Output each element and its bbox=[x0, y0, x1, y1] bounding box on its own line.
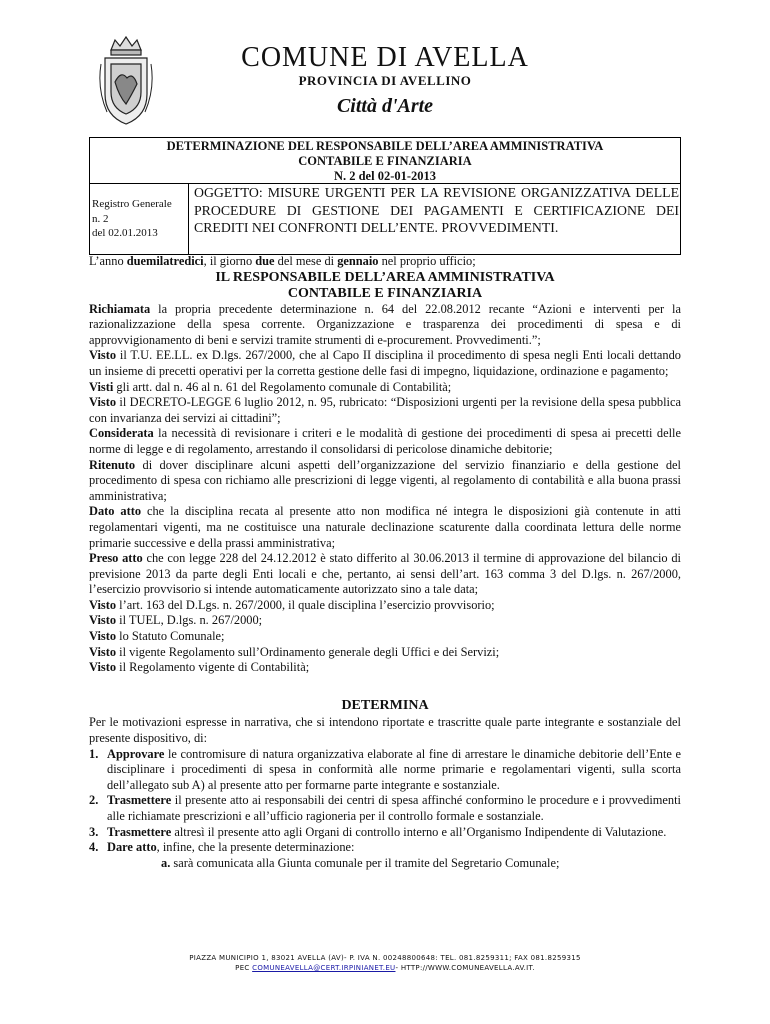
title-line-3: N. 2 del 02-01-2013 bbox=[333, 169, 437, 183]
page-footer bbox=[0, 953, 770, 973]
premessa-paragraph: Visto lo Statuto Comunale; bbox=[89, 629, 225, 644]
determina-item: 2. Trasmettere il presente atto ai responsabili dei centri di spesa affinché conformino le procedure e i provvedimenti alle richiamate prescrizioni e all’ufficio ragioneria per il controllo formale e sostanziale. bbox=[89, 793, 681, 823]
provincia-subtitle: PROVINCIA DI AVELLINO bbox=[298, 73, 472, 88]
premessa-paragraph: Considerata la necessità di revisionare i criteri e le modalità di gestione dei procedimenti di spesa ai precetti delle norme di legge e di regolamento, arrestando il consolidarsi di pericolose dinamiche debitorie; bbox=[89, 426, 681, 456]
determina-item: 4. Dare atto, infine, che la presente determinazione: bbox=[89, 840, 355, 855]
tagline: Città d'Arte bbox=[336, 95, 434, 117]
determination-title bbox=[90, 138, 680, 184]
registro-number: n. 2 bbox=[92, 212, 109, 225]
registro-label: Registro Generale bbox=[92, 198, 172, 210]
registro-date: del 02.01.2013 bbox=[92, 227, 158, 239]
registro-cell bbox=[90, 184, 189, 255]
subitem-a: a. sarà comunicata alla Giunta comunale per il tramite del Segretario Comunale; bbox=[161, 855, 560, 870]
premesse-list bbox=[89, 302, 681, 676]
section-heading-1: IL RESPONSABILE DELL’AREA AMMINISTRATIVA bbox=[215, 269, 555, 285]
determination-box bbox=[89, 137, 681, 255]
premessa-paragraph: Visti gli artt. dal n. 46 al n. 61 del Regolamento comunale di Contabilità; bbox=[89, 379, 452, 394]
footer-address: PIAZZA MUNICIPIO 1, 83021 AVELLA (AV)- P. IVA N. 00248800648: TEL. 081.8259311; FAX 081.8259315 bbox=[189, 954, 581, 962]
oggetto-cell: OGGETTO: MISURE URGENTI PER LA REVISIONE ORGANIZZATIVA DELLE PROCEDURE DI GESTIONE DEI PAGAMENTI E CERTIFICAZIONE DEI CREDITI NEI CONFRONTI DELL’ENTE. PROVVEDIMENTI. bbox=[194, 185, 679, 235]
premessa-paragraph: Preso atto che con legge 228 del 24.12.2012 è stato differito al 30.06.2013 il termine di approvazione del bilancio di previsione 2013 da parte degli Enti locali e che, pertanto, ai sensi dell’art. 163 comma 3 del D.lgs. n. 267/2000, l’esercizio provvisorio si intende automaticamente autorizzato sino a tale data; bbox=[89, 551, 681, 597]
premessa-paragraph: Visto il T.U. EE.LL. ex D.lgs. 267/2000, che al Capo II disciplina il procedimento di spesa negli Enti locali dettando un insieme di precetti operativi per la corretta gestione delle fasi di impegno, liquidazione, ordinazione e pagamento; bbox=[89, 348, 681, 378]
premessa-paragraph: Dato atto che la disciplina recata al presente atto non modifica né integra le disposizioni già contenute in atti regolamentari vigenti, ma ne costituisce una naturale declinazione scaturente dalla coordinata lettura delle norme primarie successive e della prassi amministrativa; bbox=[89, 504, 681, 550]
document-body bbox=[89, 254, 681, 871]
comune-title: COMUNE DI AVELLA bbox=[241, 42, 529, 73]
pec-email-link[interactable]: COMUNEAVELLA@CERT.IRPINIANET.EU bbox=[252, 964, 396, 972]
title-line-1: DETERMINAZIONE DEL RESPONSABILE DELL’AREA AMMINISTRATIVA bbox=[166, 139, 604, 153]
determina-item: 1. Approvare le contromisure di natura organizzativa elaborate al fine di arrestare le dinamiche debitorie dell’Ente e disciplinare i procedimenti di spesa in conformità alle norme primarie e regolamentari vigenti, sulla scorta dell’allegato sub A) al presente atto per formarne parte integrante e sostanziale. bbox=[89, 746, 681, 792]
section-heading-2: CONTABILE E FINANZIARIA bbox=[287, 285, 483, 301]
premessa-paragraph: Visto il DECRETO-LEGGE 6 luglio 2012, n. 95, rubricato: “Disposizioni urgenti per la revisione della spesa pubblica con invarianza dei servizi ai cittadini”; bbox=[89, 395, 681, 425]
determina-items bbox=[89, 747, 681, 856]
premessa-paragraph: Richiamata la propria precedente determinazione n. 64 del 22.08.2012 recante “Azioni e interventi per la razionalizzazione della spesa corrente. Organizzazione e trasparenza dei procedimenti di spesa e di approvvigionamento di beni e servizi tramite strumenti di e-procurement. Provvedimenti.”; bbox=[89, 301, 681, 347]
premessa-paragraph: Visto il Regolamento vigente di Contabilità; bbox=[89, 660, 310, 675]
determina-heading: DETERMINA bbox=[341, 697, 429, 713]
determina-intro: Per le motivazioni espresse in narrativa, che si intendono riportate e trascritte quale parte integrante e sostanziale del presente dispositivo, di: bbox=[89, 715, 681, 746]
footer-contacts: PEC COMUNEAVELLA@CERT.IRPINIANET.EU- HTTP://WWW.COMUNEAVELLA.AV.IT. bbox=[235, 964, 535, 972]
intro-line: L’anno duemilatredici, il giorno due del mese di gennaio nel proprio ufficio; bbox=[89, 254, 476, 268]
premessa-paragraph: Ritenuto di dover disciplinare alcuni aspetti dell’organizzazione del servizio finanziario e della gestione del procedimento di spesa con richiamo alle prescrizioni di legge vigenti, al regolamento di contabilità e alla buona prassi amministrativa; bbox=[89, 457, 681, 503]
determina-item: 3. Trasmettere altresì il presente atto agli Organi di controllo interno e all’Organismo Indipendente di Valutazione. bbox=[89, 824, 667, 839]
premessa-paragraph: Visto l’art. 163 del D.Lgs. n. 267/2000, il quale disciplina l’esercizio provvisorio; bbox=[89, 597, 495, 612]
premessa-paragraph: Visto il vigente Regolamento sull’Ordinamento generale degli Uffici e dei Servizi; bbox=[89, 644, 500, 659]
title-line-2: CONTABILE E FINANZIARIA bbox=[298, 154, 472, 168]
premessa-paragraph: Visto il TUEL, D.lgs. n. 267/2000; bbox=[89, 613, 263, 628]
